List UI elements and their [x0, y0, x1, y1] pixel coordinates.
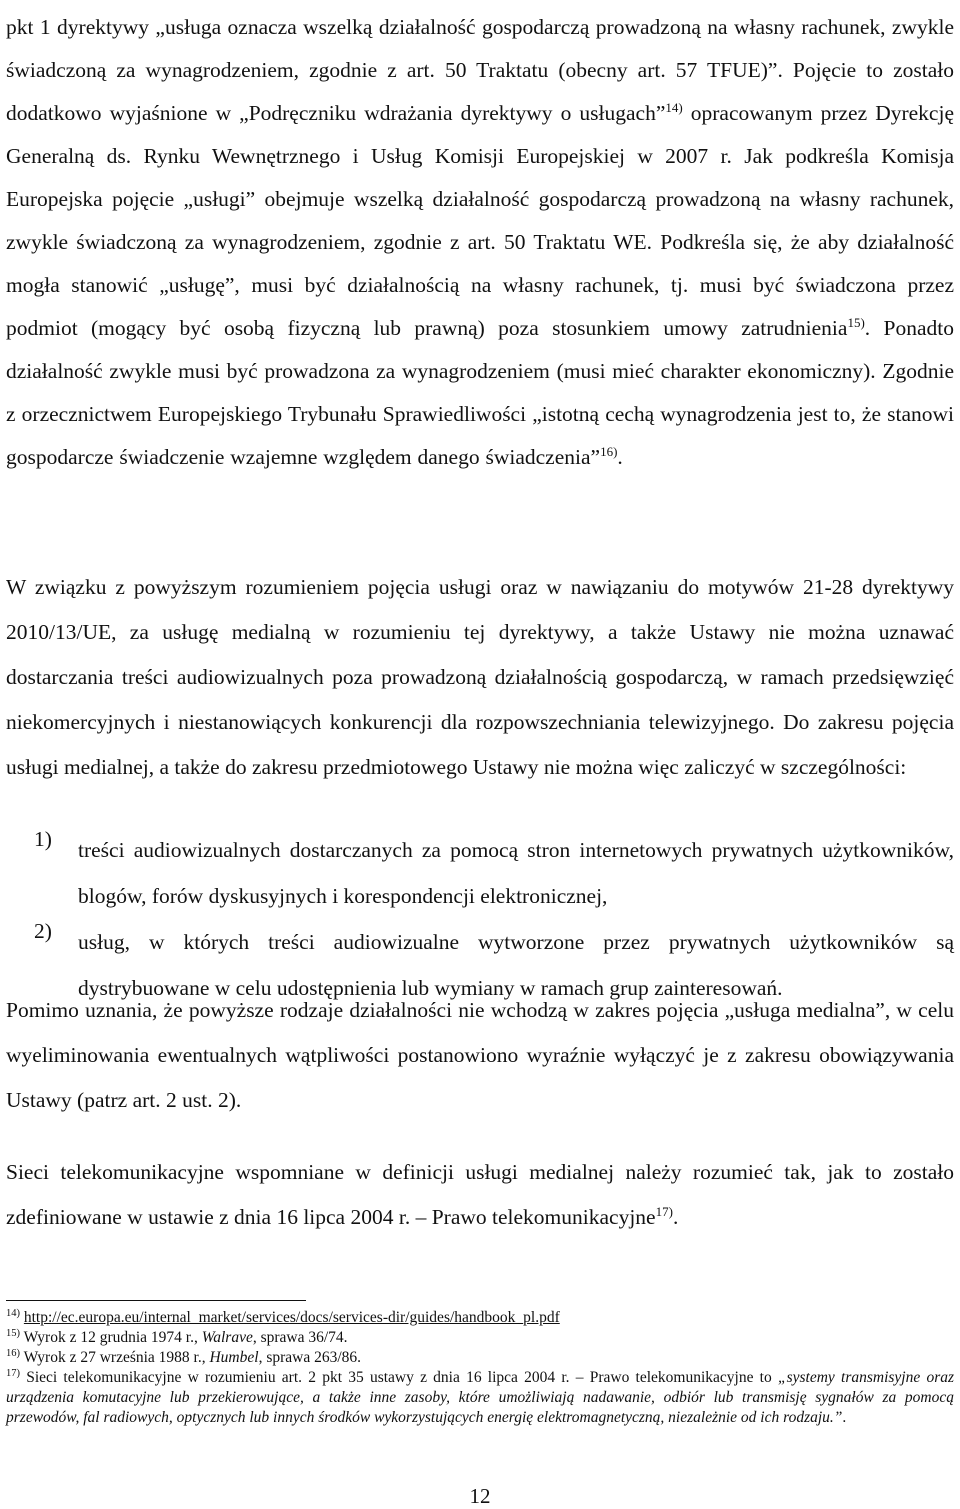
paragraph-telecom-networks — [6, 1150, 954, 1240]
footnote-text: , sprawa 36/74. — [252, 1329, 348, 1346]
list-item-text: usług, w których treści audiowizualne wytworzone przez prywatnych użytkowników są dystrybuowane w celu udostępnienia lub wymiany w ramach grup zainteresowań. — [78, 930, 954, 1000]
paragraph-service-definition — [6, 6, 954, 479]
footnote-15 — [6, 1328, 954, 1348]
paragraph-exclusion-rationale: Pomimo uznania, że powyższe rodzaje działalności nie wchodzą w zakres pojęcia „usługa medialna”, w celu wyeliminowania ewentualnych wątpliwości postanowiono wyraźnie wyłączyć je z zakresu obowiązywania Ustawy (patrz art. 2 ust. 2). — [6, 998, 954, 1112]
paragraph-text: . — [672, 1205, 679, 1229]
footnote-text: Wyrok z 27 września 1988 r., — [20, 1349, 210, 1366]
footnote-text: Wyrok z 12 grudnia 1974 r., — [20, 1329, 202, 1346]
paragraph-text: . Ponadto działalność zwykle musi być prowadzona za wynagrodzeniem (musi mieć charakter ekonomiczny). Zgodnie z orzecznictwem Europejskiego Trybunału Sprawiedliwości „istotną cechą wynagrodzenia jest to, że stanowi gospodarcze świadczenie wzajemne względem danego świadczenia” — [6, 316, 954, 469]
list-item-number: 1) — [34, 827, 52, 851]
footnote-separator — [6, 1300, 306, 1301]
footnote-mark: 17) — [6, 1367, 20, 1379]
case-name: Humbel — [209, 1349, 259, 1366]
paragraph-media-service-scope: W związku z powyższym rozumieniem pojęcia usługi oraz w nawiązaniu do motywów 21-28 dyrektywy 2010/13/UE, za usługę medialną w rozumieniu tej dyrektywy, a także Ustawy nie można uznawać dostarczania treści audiowizualnych poza prowadzoną działalnością gospodarczą, w ramach przedsięwzięć niekomercyjnych i niestanowiących konkurencji dla rozpowszechniania telewizyjnego. Do zakresu pojęcia usługi medialnej, a także do zakresu przedmiotowego Ustawy nie można więc zaliczyć w szczególności: — [6, 575, 954, 779]
paragraph-text: opracowanym przez Dyrekcję Generalną ds. Rynku Wewnętrznego i Usług Komisji Europejskiej w 2007 r. Jak podkreśla Komisja Europejska pojęcie „usługi” obejmuje wszelką działalność gospodarczą prowadzoną na własny rachunek, zwykle świadczoną za wynagrodzeniem, zgodnie z art. 50 Traktatu WE. Podkreśla się, że aby działalność mogła stanowić „usługę”, musi być działalnością na własny rachunek, tj. musi być świadczona przez podmiot (mogący być osobą fizyczną lub prawną) poza stosunkiem umowy zatrudnienia — [6, 101, 954, 340]
footnote-ref-15[interactable]: 15) — [847, 314, 865, 330]
footnote-text: , sprawa 263/86. — [258, 1349, 362, 1366]
footnote-ref-17[interactable]: 17) — [655, 1203, 673, 1219]
footnote-16 — [6, 1348, 954, 1368]
paragraph-text: pkt 1 dyrektywy „usługa oznacza wszelką działalność gospodarczą prowadzoną na własny rachunek, zwykle świadczoną za wynagrodzeniem, zgodnie z art. 50 Traktatu (obecny art. 57 TFUE)”. Pojęcie to zostało dodatkowo wyjaśnione w „Podręczniku wdrażania dyrektywy o usługach” — [6, 15, 954, 125]
footnote-mark: 16) — [6, 1347, 20, 1359]
footnote-text: . — [842, 1409, 847, 1426]
list-item-number: 2) — [34, 919, 52, 943]
footnote-ref-16[interactable]: 16) — [600, 443, 618, 459]
case-name: Walrave — [201, 1329, 253, 1346]
paragraph-text: Sieci telekomunikacyjne wspomniane w definicji usługi medialnej należy rozumieć tak, jak to zostało zdefiniowane w ustawie z dnia 16 lipca 2004 r. – Prawo telekomunikacyjne — [6, 1160, 954, 1229]
footnote-mark: 14) — [6, 1307, 20, 1319]
footnote-14 — [6, 1308, 954, 1328]
list-item-text: treści audiowizualnych dostarczanych za pomocą stron internetowych prywatnych użytkowników, blogów, forów dyskusyjnych i korespondencji elektronicznej, — [78, 838, 954, 908]
page-number: 12 — [469, 1484, 491, 1508]
footnote-ref-14[interactable]: 14) — [665, 99, 683, 115]
footnote-text: Sieci telekomunikacyjne w rozumieniu art. 2 pkt 35 ustawy z dnia 16 lipca 2004 r. – Prawo telekomunikacyjne to — [20, 1369, 778, 1386]
footnote-17 — [6, 1368, 954, 1428]
footnote-quote: „systemy transmisyjne oraz urządzenia komutacyjne lub przekierowujące, a także inne zasoby, które umożliwiają nadawanie, odbiór lub transmisję sygnałów za pomocą przewodów, fal radiowych, optycznych lub innych środków wykorzystujących energię elektromagnetyczną, niezależnie od ich rodzaju.” — [6, 1369, 955, 1426]
handbook-link[interactable]: http://ec.europa.eu/internal_market/services/docs/services-dir/guides/handbook_pl.pdf — [23, 1309, 560, 1326]
paragraph-text: . — [617, 445, 623, 469]
footnote-mark: 15) — [6, 1327, 20, 1339]
footnotes — [6, 1308, 954, 1428]
